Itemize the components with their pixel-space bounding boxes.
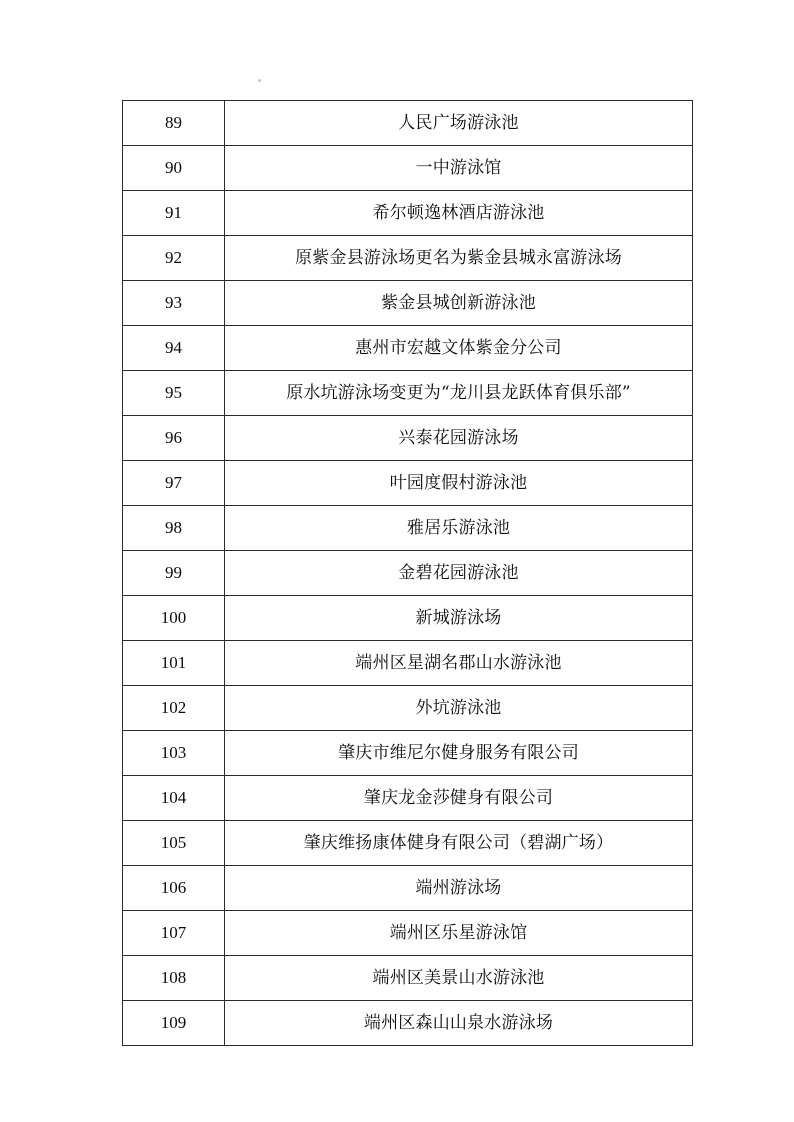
venue-name-cell: 原紫金县游泳场更名为紫金县城永富游泳场 [225, 236, 693, 281]
venue-name-cell: 肇庆市维尼尔健身服务有限公司 [225, 731, 693, 776]
table-row [123, 506, 693, 551]
row-index-cell: 100 [123, 596, 225, 641]
venue-name-cell: 一中游泳馆 [225, 146, 693, 191]
row-index-cell: 102 [123, 686, 225, 731]
table-row [123, 281, 693, 326]
scan-speck [258, 79, 261, 82]
row-index-cell: 91 [123, 191, 225, 236]
table-row [123, 101, 693, 146]
table-row [123, 146, 693, 191]
venue-name-cell: 端州区美景山水游泳池 [225, 956, 693, 1001]
row-index-cell: 109 [123, 1001, 225, 1046]
table-row [123, 866, 693, 911]
table-row [123, 956, 693, 1001]
row-index-cell: 89 [123, 101, 225, 146]
table-row [123, 236, 693, 281]
row-index-cell: 106 [123, 866, 225, 911]
row-index-cell: 97 [123, 461, 225, 506]
venue-name-cell: 端州区森山山泉水游泳场 [225, 1001, 693, 1046]
row-index-cell: 108 [123, 956, 225, 1001]
venue-name-cell: 紫金县城创新游泳池 [225, 281, 693, 326]
table-row [123, 776, 693, 821]
row-index-cell: 98 [123, 506, 225, 551]
table-row [123, 641, 693, 686]
row-index-cell: 92 [123, 236, 225, 281]
venue-name-cell: 雅居乐游泳池 [225, 506, 693, 551]
table-row [123, 326, 693, 371]
row-index-cell: 101 [123, 641, 225, 686]
table-row [123, 191, 693, 236]
table-row [123, 1001, 693, 1046]
venue-name-cell: 兴泰花园游泳场 [225, 416, 693, 461]
venue-name-cell: 外坑游泳池 [225, 686, 693, 731]
table-row [123, 731, 693, 776]
row-index-cell: 103 [123, 731, 225, 776]
table-row [123, 821, 693, 866]
row-index-cell: 95 [123, 371, 225, 416]
table-row [123, 686, 693, 731]
table-row [123, 596, 693, 641]
venue-name-cell: 肇庆维扬康体健身有限公司（碧湖广场） [225, 821, 693, 866]
table-row [123, 911, 693, 956]
row-index-cell: 99 [123, 551, 225, 596]
row-index-cell: 104 [123, 776, 225, 821]
table-row [123, 461, 693, 506]
table-row [123, 551, 693, 596]
row-index-cell: 107 [123, 911, 225, 956]
venue-name-cell: 新城游泳场 [225, 596, 693, 641]
venue-name-cell: 希尔顿逸林酒店游泳池 [225, 191, 693, 236]
venue-name-cell: 端州区乐星游泳馆 [225, 911, 693, 956]
venue-name-cell: 端州区星湖名郡山水游泳池 [225, 641, 693, 686]
row-index-cell: 105 [123, 821, 225, 866]
table-body [123, 101, 693, 1046]
table-row [123, 416, 693, 461]
row-index-cell: 96 [123, 416, 225, 461]
venue-name-cell: 人民广场游泳池 [225, 101, 693, 146]
swimming-venue-table [122, 100, 693, 1046]
venue-name-cell: 金碧花园游泳池 [225, 551, 693, 596]
row-index-cell: 94 [123, 326, 225, 371]
row-index-cell: 93 [123, 281, 225, 326]
venue-name-cell: 原水坑游泳场变更为“龙川县龙跃体育俱乐部” [225, 371, 693, 416]
venue-name-cell: 端州游泳场 [225, 866, 693, 911]
venue-name-cell: 肇庆龙金莎健身有限公司 [225, 776, 693, 821]
venue-name-cell: 惠州市宏越文体紫金分公司 [225, 326, 693, 371]
venue-name-cell: 叶园度假村游泳池 [225, 461, 693, 506]
row-index-cell: 90 [123, 146, 225, 191]
table-row [123, 371, 693, 416]
